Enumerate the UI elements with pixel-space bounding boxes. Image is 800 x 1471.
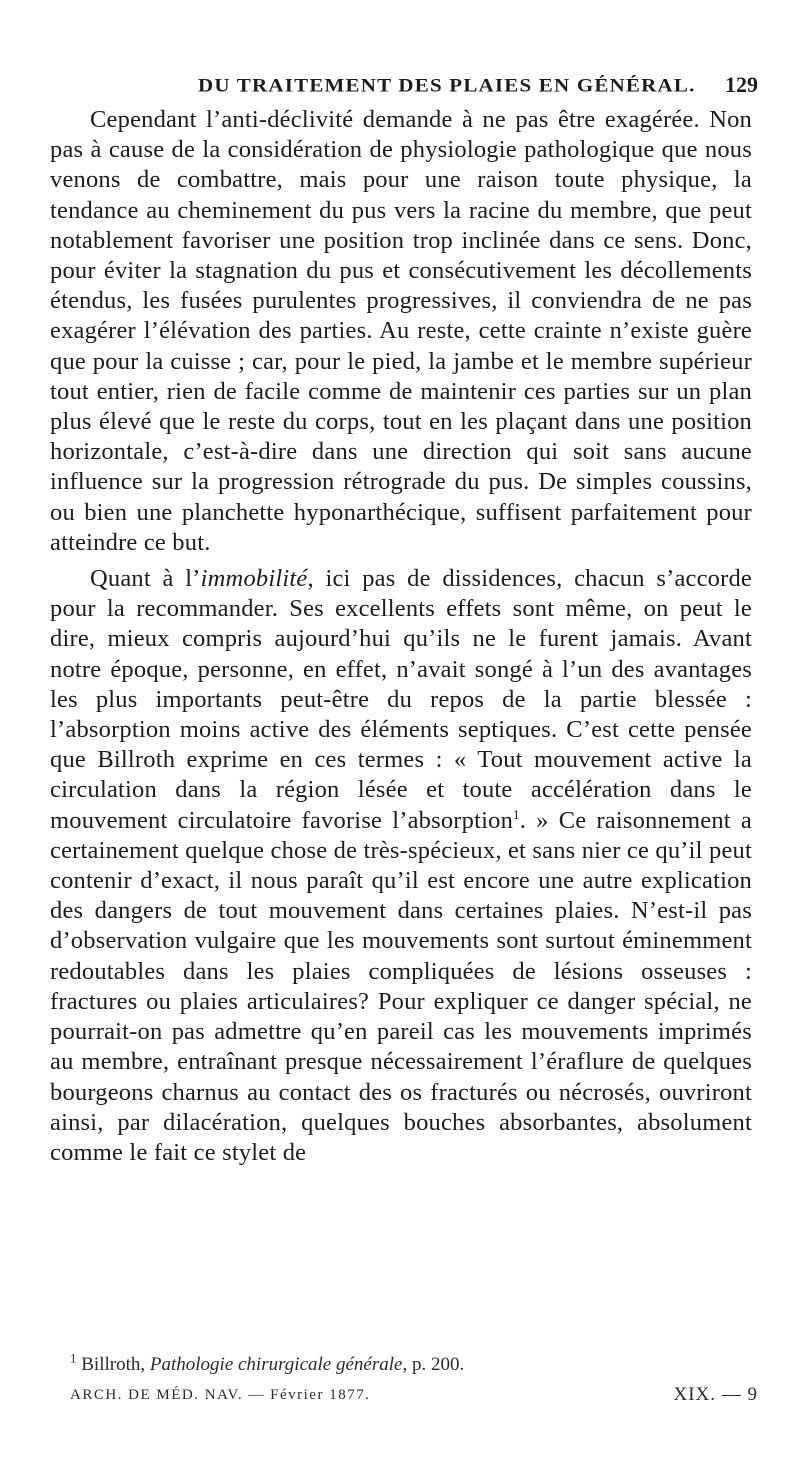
paragraph-immobilite-start: Quant à l’: [90, 565, 201, 593]
footnote-reference: 1: [513, 806, 520, 822]
running-head: [60, 70, 758, 100]
paragraph-anti-declivite: Cependant l’anti-déclivité demande à ne pas être exagérée. Non pas à cause de la considération de physiologie pathologique que nous venons de combattre, mais pour une raison toute physique, la tendance au cheminement du pus vers la racine du membre, que peut notablement favoriser une position trop inclinée dans ce sens. Donc, pour éviter la stagnation du pus et consécutivement les décollements étendus, les fusées purulentes progressives, il conviendra de ne pas exagérer l’élévation des parties. Au reste, cette crainte n’existe guère que pour la cuisse ; car, pour le pied, la jambe et le membre supérieur tout entier, rien de facile comme de maintenir ces parties sur un plan plus élevé que le reste du corps, tout en les plaçant dans une position horizontale, c’est-à-dire dans une direction qui soit sans aucune influence sur la progression rétrograde du pus. De simples coussins, ou bien une planchette hyponarthécique, suffisent parfaitement pour atteindre ce but.: [50, 106, 752, 556]
footnote-author: Billroth,: [81, 1354, 150, 1375]
footnotes: [70, 1350, 758, 1410]
footnote-work: Pathologie chirurgicale générale: [149, 1354, 403, 1375]
printer-signature: XIX. — 9: [673, 1384, 758, 1405]
footnote-page-ref: , p. 200.: [402, 1354, 465, 1375]
paragraph-immobilite-middle: , ici pas de dissidences, chacun s’accorde pour la recommander. Ses excellents effets sont même, on peut le dire, mieux compris aujourd’hui qu’ils ne le furent jamais. Avant notre époque, personne, en effet, n’avait songé à l’un des avantages les plus importants peut-être du repos de la partie blessée : l’absorption moins active des éléments septiques. C’est cette pensée que Billroth exprime en ces termes : « Tout mouvement active la circulation dans la région lésée et toute accélération dans le mouvement circulatoire favorise l’absorption: [50, 565, 752, 834]
footnote-billroth: [70, 1350, 758, 1380]
body-text: [50, 105, 752, 1168]
journal-line: [70, 1380, 758, 1410]
journal-reference: ARCH. DE MÉD. NAV. — Février 1877.: [70, 1387, 371, 1403]
paragraph-immobilite: [50, 564, 752, 1168]
emphasis-immobilite: immobilité: [200, 565, 308, 593]
page-number: 129: [725, 72, 758, 97]
running-head-title: DU TRAITEMENT DES PLAIES EN GÉNÉRAL.: [198, 73, 696, 97]
paragraph-immobilite-end: . » Ce raisonnement a certainement quelque chose de très-spécieux, et sans nier ce qu’il peut contenir d’exact, il nous paraît qu’il est encore une autre explication des dangers de tout mouvement dans certaines plaies. N’est-il pas d’observation vulgaire que les mouvements sont surtout éminemment redoutables dans les plaies compliquées de lésions osseuses : fractures ou plaies articulaires? Pour expliquer ce danger spécial, ne pourrait-on pas admettre qu’en pareil cas les mouvements imprimés au membre, entraînant presque nécessairement l’éraflure de quelques bourgeons charnus au contact des os fracturés ou nécrosés, ouvriront ainsi, par dilacération, quelques bouches absorbantes, absolument comme le fait ce stylet de: [50, 806, 752, 1166]
footnote-marker: 1: [70, 1350, 77, 1366]
